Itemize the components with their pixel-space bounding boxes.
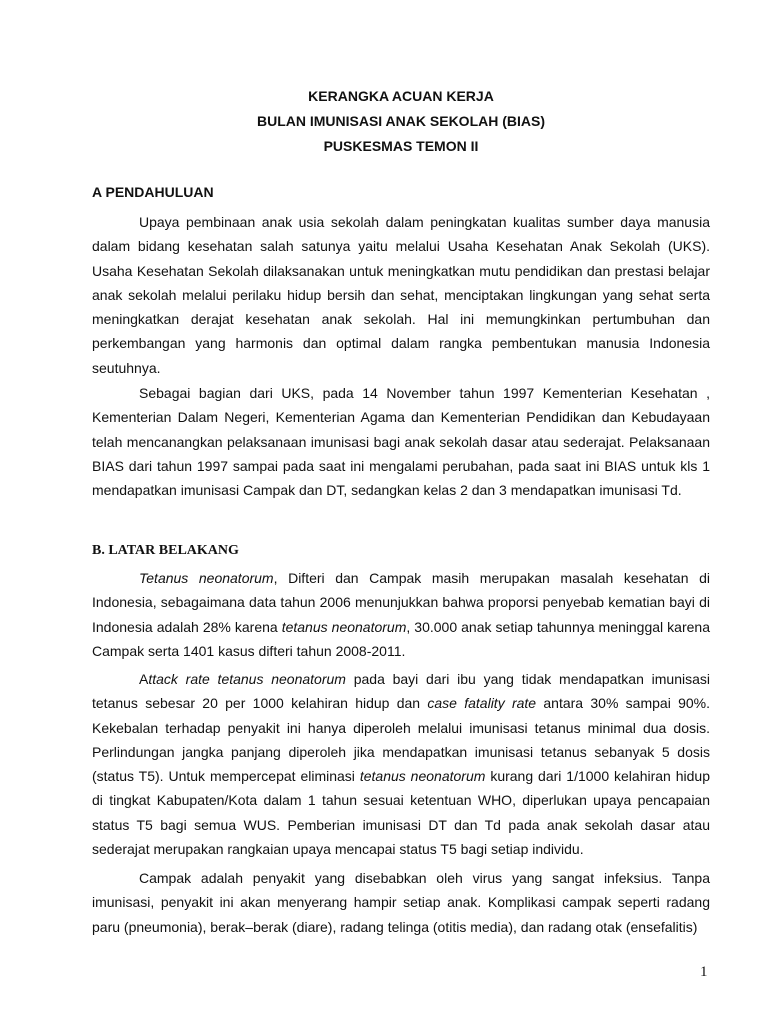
paragraph: Upaya pembinaan anak usia sekolah dalam peningkatan kualitas sumber daya manusia dalam bidang kesehatan salah satunya yaitu melalui Usaha Kesehatan Anak Sekolah (UKS). Usaha Kesehatan Sekolah dilaksanakan untuk meningkatkan mutu pendidikan dan prestasi belajar anak sekolah melalui perilaku hidup bersih dan sehat, menciptakan lingkungan yang sehat serta meningkatkan derajat kesehatan anak sekolah. Hal ini memungkinkan pertumbuhan dan perkembangan yang harmonis dan optimal dalam rangka pembentukan manusia Indonesia seutuhnya. — [92, 214, 710, 376]
paragraph — [92, 566, 710, 663]
italic-term: ttack rate tetanus neonatorum — [148, 671, 346, 687]
paragraph-text: antara 30% sampai 90%. Kekebalan terhadap penyakit ini hanya diperoleh melalui imunisasi tetanus minimal dua dosis. Perlindungan jangka panjang diperoleh jika mendapatkan imunisasi tetanus sebanyak 5 dosis (status T5). Untuk mempercepat eliminasi — [92, 695, 710, 785]
paragraph — [92, 667, 710, 861]
italic-term: case fatality rate — [427, 695, 537, 712]
italic-term: tetanus neonatorum — [281, 618, 407, 635]
section-heading-pendahuluan: A PENDAHULUAN — [92, 184, 214, 200]
title-line: KERANGKA ACUAN KERJA — [308, 88, 494, 104]
paragraph-text: A — [139, 671, 149, 687]
paragraph: Sebagai bagian dari UKS, pada 14 November tahun 1997 Kementerian Kesehatan , Kementerian Dalam Negeri, Kementerian Agama dan Kementerian Pendidikan dan Kebudayaan telah mencanangkan pelaksanaan imunisasi bagi anak sekolah dasar atau sederajat. Pelaksanaan BIAS dari tahun 1997 sampai pada saat ini mengalami perubahan, pada saat ini BIAS untuk kls 1 mendapatkan imunisasi Campak dan DT, sedangkan kelas 2 dan 3 mendapatkan imunisasi Td. — [92, 385, 710, 499]
italic-term: tetanus neonatorum — [359, 768, 486, 785]
paragraph-text: kurang dari 1/1000 kelahiran hidup di tingkat Kabupaten/Kota dalam 1 tahun sesuai ketentuan WHO, diperlukan upaya pencapaian status T5 bagi semua WUS. Pemberian imunisasi DT dan Td pada anak sekolah dasar atau sederajat merupakan rangkaian upaya mencapai status T5 bagi setiap individu. — [92, 768, 711, 858]
italic-term: Tetanus neonatorum — [139, 570, 274, 586]
document-title — [0, 84, 768, 159]
paragraph: Campak adalah penyakit yang disebabkan oleh virus yang sangat infeksius. Tanpa imunisasi, penyakit ini akan menyerang hampir setiap anak. Komplikasi campak seperti radang paru (pneumonia), berak–berak (diare), radang telinga (otitis media), dan radang otak (ensefalitis) — [92, 870, 710, 935]
paragraph-text: pada bayi dari ibu yang tidak mendapatkan imunisasi tetanus sebesar 20 per 1000 kelahiran hidup dan — [92, 671, 710, 712]
section-heading-latar-belakang: B. LATAR BELAKANG — [92, 543, 239, 558]
title-line: PUSKESMAS TEMON II — [323, 138, 479, 154]
title-line: BULAN IMUNISASI ANAK SEKOLAH (BIAS) — [256, 113, 546, 129]
paragraph-text: , 30.000 anak setiap tahunnya meninggal karena Campak serta 1401 kasus difteri tahun 2008-2011. — [92, 618, 710, 659]
paragraph-text: , Difteri dan Campak masih merupakan masalah kesehatan di Indonesia, sebagaimana data tahun 2006 menunjukkan bahwa proporsi penyebab kematian bayi di Indonesia adalah 28% karena — [92, 570, 710, 635]
page-number: 1 — [700, 964, 708, 980]
